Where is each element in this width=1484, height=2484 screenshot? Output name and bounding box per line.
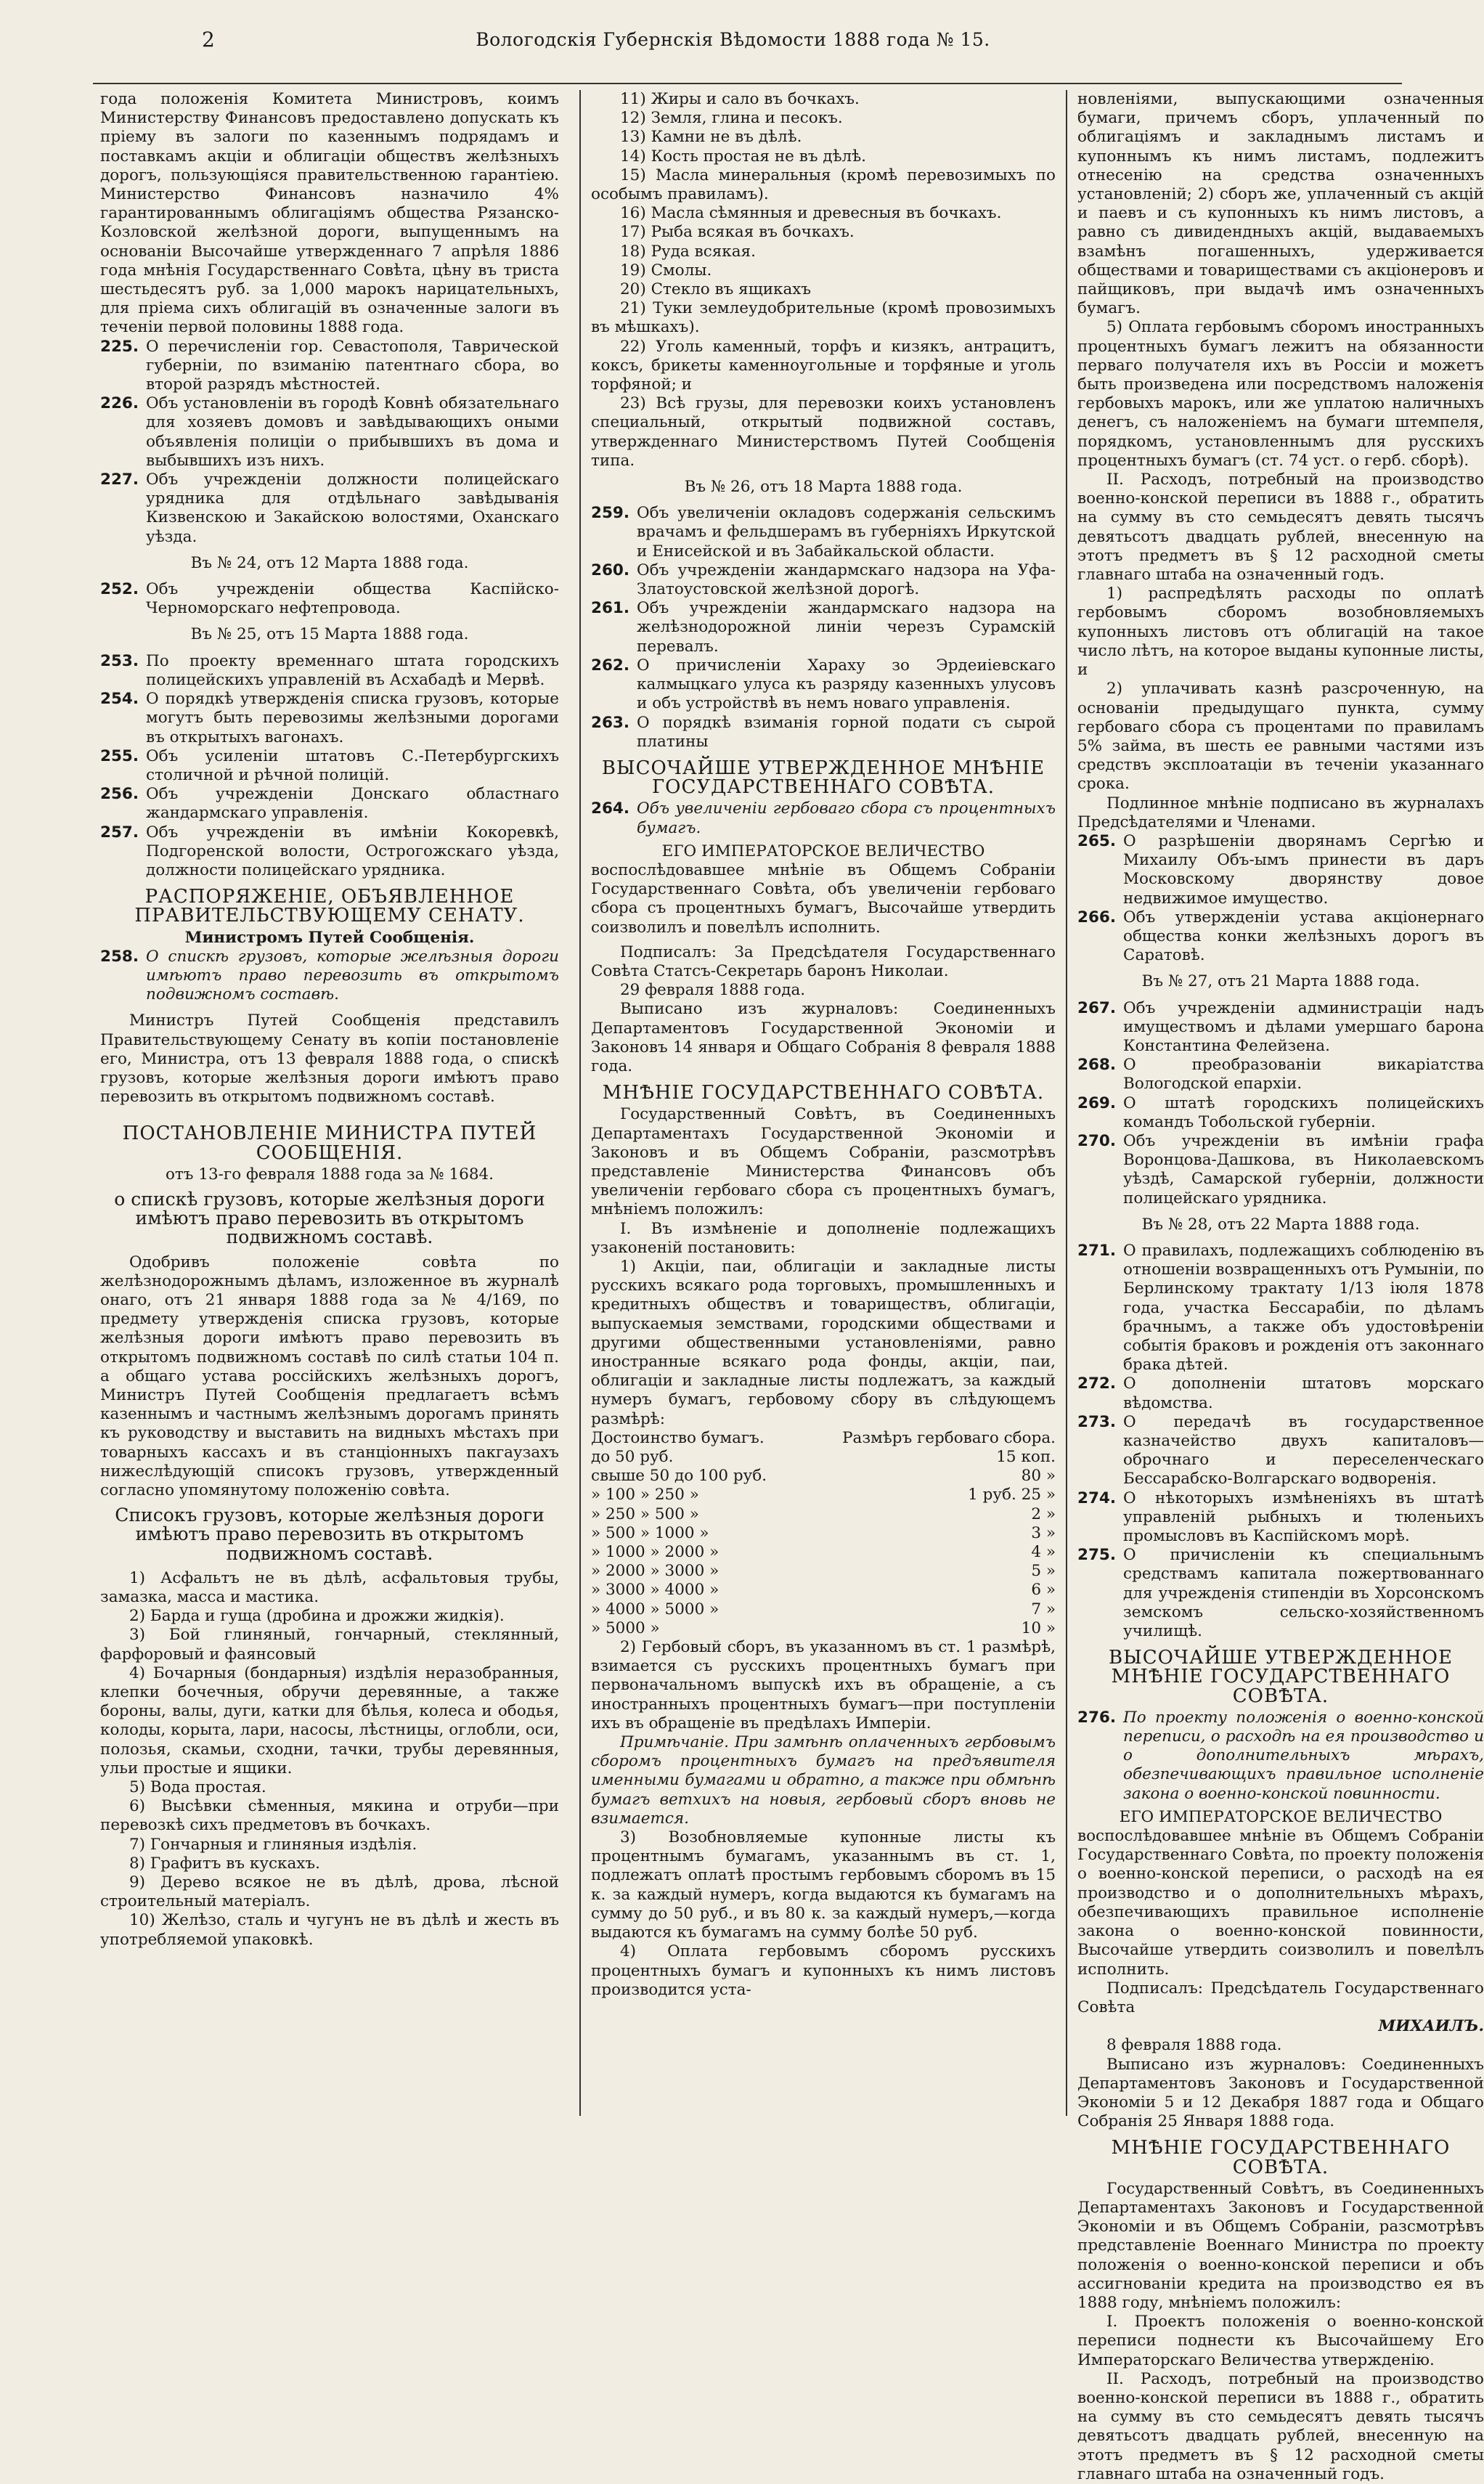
list-entry: 20) Стекло въ ящикахъ <box>620 280 812 299</box>
numbered-item <box>1077 1094 1484 1132</box>
item-text: О дополненіи штатовъ морскаго вѣдомства. <box>1123 1375 1484 1412</box>
extract: Выписано изъ журналовъ: Соединенныхъ Департаментовъ Государственной Экономіи и Законовъ 14 января и Общаго Собранія 8 февраля 1888 года. <box>591 1000 1056 1075</box>
paragraph: II. Расходъ, потребный на производство военно-конской переписи въ 1888 г., обратить на сумму въ сто семьдесятъ девять тысячъ девятьсотъ двадцать рублей, внесенную на этотъ предметъ въ § 12 расходной сметы главнаго штаба на означенный годъ. <box>1077 2369 1484 2483</box>
item-text: Объ учрежденіи жандармскаго надзора на Уфа-Златоустовской желѣзной дорогѣ. <box>637 561 1056 599</box>
tariff-value: » 3000 » 4000 » <box>591 1581 719 1600</box>
item-276 <box>1077 1709 1484 1804</box>
date: 29 февраля 1888 года. <box>620 981 806 1000</box>
item-number: 269. <box>1077 1094 1117 1112</box>
paragraph: Министръ Путей Сообщенія представилъ Правительствующему Сенату въ копіи постановленіе его, Министра, отъ 13 февраля 1888 года, о спискѣ грузовъ, которые желѣзныя дороги имѣютъ право перевозить въ открытомъ подвижномъ составѣ. <box>100 1011 559 1107</box>
item-258 <box>100 948 559 1005</box>
list-entry: 14) Кость простая не въ дѣлѣ. <box>620 147 866 166</box>
list-entry: 1) Асфальтъ не въ дѣлѣ, асфальтовыя трубы, замазка, масса и мастика. <box>100 1568 559 1607</box>
numbered-item <box>1077 1056 1484 1094</box>
tariff-value: » 5000 » <box>591 1618 660 1637</box>
list-entry: 16) Масла сѣмянныя и древесныя въ бочкахъ. <box>620 204 1002 223</box>
item-number: 254. <box>100 690 139 709</box>
signer: МИХАИЛЪ. <box>1378 2017 1484 2036</box>
item-text: О нѣкоторыхъ измѣненіяхъ въ штатѣ управленій рыбныхъ и тюленьихъ промысловъ въ Каспійскомъ морѣ. <box>1123 1489 1484 1546</box>
signed: Подлинное мнѣніе подписано въ журналахъ Предсѣдателями и Членами. <box>1077 794 1484 831</box>
list-entry: 6) Высѣвки сѣменныя, мякина и отруби—при перевозкѣ сихъ предметовъ въ бочкахъ. <box>100 1797 559 1835</box>
paragraph: 5) Оплата гербовымъ сборомъ иностранныхъ процентныхъ бумагъ лежитъ на обязанности перваго получателя ихъ въ Россіи и можетъ быть произведена или посредствомъ наложенія гербовыхъ марокъ, или же уплатою наличныхъ денегъ, съ наложеніемъ на бумаги штемпеля, порядкомъ, установленнымъ для русскихъ процентныхъ бумагъ (ст. 74 уст. о герб. сборѣ). <box>1077 318 1484 470</box>
item-number: 272. <box>1077 1375 1117 1393</box>
numbered-item <box>100 580 559 618</box>
paragraph: воспослѣдовавшее мнѣніе въ Общемъ Собраніи Государственнаго Совѣта, по проекту положенія о военно-конской переписи, о расходѣ на ея производство и о дополнительныхъ мѣрахъ, обезпечивающихъ правильное исполненіе закона о военно-конской повинности, Высочайше утвердить соизволилъ и повелѣлъ исполнить. <box>1077 1827 1484 1979</box>
list-entry: 9) Дерево всякое не въ дѣлѣ, дрова, лѣсной строительный матеріалъ. <box>100 1873 559 1911</box>
list-entry: 8) Графитъ въ кускахъ. <box>129 1854 320 1873</box>
tariff-row <box>591 1543 1056 1562</box>
tariff-value: » 4000 » 5000 » <box>591 1600 719 1618</box>
tariff-row <box>591 1505 1056 1524</box>
cargo-list-continued <box>591 90 1056 471</box>
numbered-item <box>591 561 1056 599</box>
item-text: Объ установленіи въ городѣ Ковнѣ обязательнаго для хозяевъ домовъ и завѣдывающихъ оными объявленія полиціи о прибывшихъ въ дома и выбывшихъ изъ нихъ. <box>146 394 559 470</box>
numbered-item <box>1077 832 1484 908</box>
item-number: 226. <box>100 394 139 413</box>
item-number: 261. <box>591 599 630 618</box>
tariff-value: » 500 » 1000 » <box>591 1523 709 1542</box>
tariff-value: свыше 50 до 100 руб. <box>591 1467 767 1486</box>
list-entry: 10) Желѣзо, сталь и чугунъ не въ дѣлѣ и жесть въ употребляемой упаковкѣ. <box>100 1911 559 1949</box>
tariff-fee: 10 » <box>1021 1618 1056 1637</box>
item-text: Объ увеличеніи гербоваго сбора съ процентныхъ бумагъ. <box>637 799 1056 837</box>
item-number: 274. <box>1077 1489 1117 1507</box>
list-entry: 4) Бочарныя (бондарныя) издѣлія неразобранныя, клепки бочечныя, обручи деревянные, а также бороны, валы, дуги, катки для бѣлья, колеса и ободья, колоды, корыта, лари, насосы, лѣстницы, оглобли, оси, полозья, скамьи, сходни, тачки, трубы деревянныя, ульи простые и ящики. <box>100 1664 559 1778</box>
numbered-item <box>100 690 559 747</box>
list-entry: 2) Барда и гуща (дробина и дрожжи жидкія). <box>129 1607 505 1626</box>
numbered-item <box>100 471 559 547</box>
item-number: 266. <box>1077 908 1117 927</box>
tariff-fee: 7 » <box>1031 1600 1056 1618</box>
item-text: Объ утвержденіи устава акціонернаго общества конки желѣзныхъ дорогъ въ Саратовѣ. <box>1123 908 1484 965</box>
tariff-fee: 6 » <box>1031 1581 1056 1600</box>
list-entry: 7) Гончарныя и глиняныя издѣлія. <box>129 1835 417 1854</box>
tariff-row <box>591 1524 1056 1543</box>
item-text: О передачѣ въ государственное казначейство двухъ капиталовъ—оброчнаго и переселенческаго Бессарабско-Волгарскаго водворенія. <box>1123 1412 1484 1489</box>
columns <box>100 90 1484 2483</box>
item-number: 255. <box>100 746 139 765</box>
items-group <box>100 652 559 880</box>
emperor-line: ЕГО ИМПЕРАТОРСКОЕ ВЕЛИЧЕСТВО <box>1119 1807 1443 1826</box>
paragraph: Государственный Совѣтъ, въ Соединенныхъ Департаментахъ Законовъ и Государственной Экономіи и въ Общемъ Собраніи, разсмотрѣвъ представленіе Военнаго Министра по проекту положенія о военно-конской переписи и объ ассигнованіи кредита на производство ея въ 1888 году, мнѣніемъ положилъ: <box>1077 2179 1484 2312</box>
tariff-row <box>591 1619 1056 1638</box>
numbered-item <box>591 599 1056 656</box>
column-2 <box>579 90 1056 2116</box>
intro-paragraph: года положенія Комитета Министровъ, коимъ Министерству Финансовъ предоставлено допускать къ пріему въ залоги по казеннымъ подрядамъ и поставкамъ акціи и облигаціи обществъ желѣзныхъ дорогъ, пользующіяся правительственною гарантіею. Министерство Финансовъ назначило 4% гарантированнымъ облигаціямъ общества Рязанско-Козловской желѣзной дороги, выпущеннымъ на основаніи Высочайше утвержденнаго 7 апрѣля 1886 года мнѣнія Государственнаго Совѣта, цѣну въ триста шестьдесятъ руб. за 1,000 марокъ нарицательныхъ, для пріема сихъ облигацій въ означенные залоги въ теченіи первой половины 1888 года. <box>100 90 559 337</box>
item-text: О перечисленіи гор. Севастополя, Таврической губерніи, по взиманію патентнаго сбора, во второй разрядъ мѣстностей. <box>146 337 559 394</box>
signed: Подписалъ: Предсѣдатель Государственнаго Совѣта <box>1077 1979 1484 2016</box>
tariff-header-left: Достоинство бумагъ. <box>591 1428 765 1447</box>
tariff-row <box>591 1581 1056 1600</box>
item-text: Объ учрежденіи администраціи надъ имуществомъ и дѣлами умершаго барона Константина Фелейзена. <box>1123 998 1484 1055</box>
items-group <box>100 580 559 618</box>
issue-separator: Въ № 28, отъ 22 Марта 1888 года. <box>1141 1215 1420 1234</box>
tariff-fee: 1 руб. 25 » <box>968 1486 1056 1504</box>
item-text: По проекту положенія о военно-конской переписи, о расходѣ на ея производство и о дополнительныхъ мѣрахъ, обезпечивающихъ правильное исполненіе закона о военно-конской повинности. <box>1123 1708 1484 1803</box>
item-text: Объ учрежденіи жандармскаго надзора на желѣзнодорожной линіи черезъ Сурамскій перевалъ. <box>637 599 1056 656</box>
item-text: О порядкѣ утвержденія списка грузовъ, которые могутъ быть перевозимы желѣзными дорогами въ открытыхъ вагонахъ. <box>146 690 559 746</box>
numbered-item <box>1077 1489 1484 1547</box>
list-entry: 17) Рыба всякая въ бочкахъ. <box>620 223 855 242</box>
item-number: 227. <box>100 471 139 489</box>
tariff-fee: 4 » <box>1031 1543 1056 1562</box>
item-number: 276. <box>1077 1708 1117 1727</box>
item-text: О спискѣ грузовъ, которые желѣзныя дороги имѣютъ право перевозить въ открытомъ подвижномъ составѣ. <box>146 947 559 1004</box>
note: Примѣчаніе. При замѣнѣ оплаченныхъ гербовымъ сборомъ процентныхъ бумагъ на предъявителя именными бумагами и обратно, а также при обмѣнѣ бумагъ ветхихъ на новыя, гербовый сборъ вновь не взимается. <box>591 1733 1056 1828</box>
item-text: О порядкѣ взиманія горной подати съ сырой платины <box>637 713 1056 751</box>
items-group <box>1077 999 1484 1208</box>
page-header <box>80 28 1386 57</box>
signed: Подписалъ: За Предсѣдателя Государственнаго Совѣта Статсъ-Секретарь баронъ Николаи. <box>591 942 1056 980</box>
item-text: О причисленіи къ специальнымъ средствамъ капитала пожертвованнаго для учрежденія стипендіи въ Хорсонскомъ земскомъ сельско-хозяйственномъ училищѣ. <box>1123 1546 1484 1641</box>
page-number: 2 <box>202 28 215 52</box>
paragraph: 3) Возобновляемые купонные листы къ процентнымъ бумагамъ, указаннымъ въ ст. 1, подлежатъ оплатѣ простымъ гербовымъ сборомъ въ 15 к. за каждый нумеръ, когда выдаются къ бумагамъ на сумму до 50 руб., и въ 80 к. за каждый нумеръ,—когда выдаются къ бумагамъ на сумму болѣе 50 руб. <box>591 1828 1056 1942</box>
numbered-item <box>1077 908 1484 966</box>
opinion-title: ВЫСОЧАЙШЕ УТВЕРЖДЕННОЕ МНѢНІЕ ГОСУДАРСТВЕННАГО СОВѢТА. <box>1109 1647 1453 1707</box>
paragraph: II. Расходъ, потребный на производство военно-конской переписи въ 1888 г., обратить на сумму въ сто семьдесятъ девять тысячъ девятьсотъ двадцать рублей, внесенную на этотъ предметъ въ § 12 расходной сметы главнаго штаба на означенный годъ. <box>1077 471 1484 585</box>
paragraph: 1) распредѣлять расходы по оплатѣ гербовымъ сборомъ возобновляемыхъ купонныхъ листовъ отъ облигацій на такое число лѣтъ, на которое выданы купонные листы, и <box>1077 585 1484 680</box>
list-entry: 15) Масла минеральныя (кромѣ перевозимыхъ по особымъ правиламъ). <box>591 166 1056 204</box>
item-number: 253. <box>100 651 139 670</box>
issue-separator: Въ № 25, отъ 15 Марта 1888 года. <box>190 625 469 644</box>
numbered-item <box>100 338 559 395</box>
order-subtitle: Министромъ Путей Сообщенія. <box>184 928 475 947</box>
tariff-header-right: Размѣръ гербоваго сбора. <box>842 1428 1056 1447</box>
items-group <box>100 338 559 547</box>
item-text: О штатѣ городскихъ полицейскихъ командъ Тобольской губерніи. <box>1123 1094 1484 1131</box>
tariff-value: » 1000 » 2000 » <box>591 1543 719 1562</box>
tariff-table <box>591 1448 1056 1638</box>
item-text: Объ учрежденіи Донскаго областнаго жандармскаго управленія. <box>146 785 559 823</box>
paragraph: 2) Гербовый сборъ, въ указанномъ въ ст. 1 размѣрѣ, взимается съ русскихъ процентныхъ бумагъ при первоначальномъ выпускѣ ихъ въ обращеніе, а съ иностранныхъ процентныхъ бумагъ—при поступленіи ихъ въ обращеніе въ предѣлахъ Имперіи. <box>591 1638 1056 1732</box>
tariff-fee: 15 коп. <box>996 1448 1056 1467</box>
list-entry: 19) Смолы. <box>620 261 712 280</box>
paragraph: 1) Акціи, паи, облигаціи и закладные листы русскихъ всякаго рода торговыхъ, промышленныхъ и кредитныхъ обществъ и товариществъ, облигаціи, выпускаемыя земствами, городскими обществами и другими общественными установленіями, равно иностранные всякаго рода фонды, акціи, паи, облигаціи и закладные листы подлежатъ, за каждый нумеръ бумагъ, гербовому сбору въ слѣдующемъ размѣрѣ: <box>591 1257 1056 1428</box>
item-text: По проекту временнаго штата городскихъ полицейскихъ управленій въ Асхабадѣ и Мервѣ. <box>146 651 559 689</box>
item-text: Объ учрежденіи должности полицейскаго урядника для отдѣльнаго завѣдыванія Кизвенскою и Закайскою волостями, Оханскаго уѣзда. <box>146 471 559 546</box>
items-group <box>1077 832 1484 965</box>
item-number: 252. <box>100 580 139 599</box>
item-text: Объ учрежденіи общества Каспійско-Черноморскаго нефтепровода. <box>146 580 559 618</box>
numbered-item <box>591 714 1056 752</box>
item-number: 264. <box>591 799 630 818</box>
item-number: 256. <box>100 785 139 804</box>
numbered-item <box>1077 1413 1484 1489</box>
tariff-row <box>591 1486 1056 1504</box>
paragraph: 2) уплачивать казнѣ разсроченную, на основаніи предыдущаго пункта, сумму гербоваго сбора съ процентами по правиламъ 5% займа, въ шесть ее равными частями изъ средствъ эксплоатаціи въ теченіи указаннаго срока. <box>1077 680 1484 794</box>
item-number: 275. <box>1077 1546 1117 1565</box>
item-number: 270. <box>1077 1131 1117 1150</box>
numbered-item <box>100 823 559 881</box>
tariff-fee: 80 » <box>1021 1467 1056 1486</box>
tariff-row <box>591 1600 1056 1619</box>
numbered-item <box>100 747 559 785</box>
tariff-row <box>591 1562 1056 1581</box>
paragraph: новленіями, выпускающими означенныя бумаги, причемъ сборъ, уплаченный по облигаціямъ и закладнымъ листамъ и купоннымъ къ нимъ листамъ, подлежитъ отнесенію на средства означенныхъ установленій; 2) сборъ же, уплаченный съ акцій и паевъ и съ купонныхъ къ нимъ листовъ, а равно съ дивидендныхъ акцій, выдаваемыхъ взамѣнъ погашенныхъ, удерживается обществами и товариществами съ акціонеровъ и пайщиковъ, при выдачѣ имъ означенныхъ бумагъ. <box>1077 90 1484 318</box>
list-entry: 23) Всѣ грузы, для перевозки коихъ установленъ специальный, открытый подвижной составъ, утвержденнаго Министерствомъ Путей Сообщенія типа. <box>591 394 1056 470</box>
item-number: 262. <box>591 656 630 675</box>
opinion2-title: МНѢНІЕ ГОСУДАРСТВЕННАГО СОВѢТА. <box>602 1082 1045 1104</box>
paragraph: I. Проектъ положенія о военно-конской переписи поднести къ Высочайшему Его Императорскаго Величества утвержденію. <box>1077 2313 1484 2369</box>
item-text: О преобразованіи викаріатства Вологодской епархіи. <box>1123 1056 1484 1094</box>
item-number: 225. <box>100 337 139 356</box>
emperor-line: ЕГО ИМПЕРАТОРСКОЕ ВЕЛИЧЕСТВО <box>661 842 985 860</box>
item-text: О разрѣшеніи дворянамъ Сергѣю и Михаилу Объ-ымъ принести въ даръ Московскому дворянству довое недвижимое имущество. <box>1123 831 1484 908</box>
issue-separator: Въ № 27, отъ 21 Марта 1888 года. <box>1141 972 1420 991</box>
numbered-item <box>1077 1375 1484 1412</box>
item-264 <box>591 799 1056 837</box>
item-text: Объ учрежденіи въ имѣніи графа Воронцова-Дашкова, въ Николаевскомъ уѣздѣ, Самарской губерніи, должности полицейскаго урядника. <box>1123 1131 1484 1208</box>
tariff-value: до 50 руб. <box>591 1448 674 1467</box>
item-number: 263. <box>591 713 630 732</box>
numbered-item <box>1077 1132 1484 1208</box>
tariff-value: » 250 » 500 » <box>591 1504 699 1523</box>
tariff-row <box>591 1467 1056 1486</box>
item-number: 271. <box>1077 1241 1117 1260</box>
numbered-item <box>100 785 559 823</box>
list-title: Списокъ грузовъ, которые желѣзныя дороги имѣютъ право перевозить въ открытомъ подвижномъ составѣ. <box>115 1504 545 1564</box>
tariff-value: » 2000 » 3000 » <box>591 1562 719 1581</box>
paragraph: Одобривъ положеніе совѣта по желѣзнодорожнымъ дѣламъ, изложенное въ журналѣ онаго, отъ 21 января 1888 года за № 4/169, по предмету утвержденія списка грузовъ, которые желѣзныя дороги имѣютъ право перевозить въ открытомъ подвижномъ составѣ по силѣ статьи 104 п. а общаго устава россійскихъ желѣзныхъ дорогъ, Министръ Путей Сообщенія предлагаетъ всѣмъ казеннымъ и частнымъ желѣзнымъ дорогамъ принять къ руководству и выставить на видныхъ мѣстахъ при товарныхъ кассахъ и въ станціонныхъ пакгаузахъ нижеслѣдующій списокъ грузовъ, утвержденный согласно упомянутому положенію совѣта. <box>100 1253 559 1500</box>
item-number: 265. <box>1077 831 1117 850</box>
list-entry: 11) Жиры и сало въ бочкахъ. <box>620 90 860 108</box>
items-group <box>1077 1242 1484 1641</box>
item-number: 258. <box>100 947 139 966</box>
items-group <box>591 504 1056 752</box>
list-entry: 21) Туки землеудобрительные (кромѣ провозимыхъ въ мѣшкахъ). <box>591 299 1056 337</box>
header-rule <box>93 83 1402 84</box>
paragraph: воспослѣдовавшее мнѣніе въ Общемъ Собраніи Государственнаго Совѣта, объ увеличеніи гербоваго сбора съ процентныхъ бумагъ, Высочайше утвердить соизволилъ и повелѣлъ исполнить. <box>591 860 1056 937</box>
tariff-fee: 5 » <box>1031 1562 1056 1581</box>
item-number: 260. <box>591 561 630 579</box>
item-text: О причисленіи Хараху зо Эрдеиіевскаго калмыцкаго улуса къ разряду казенныхъ улусовъ и объ устройствѣ въ немъ новаго управленія. <box>637 656 1056 713</box>
numbered-item <box>1077 1546 1484 1641</box>
cargo-list <box>100 1569 559 1950</box>
numbered-item <box>1077 999 1484 1056</box>
tariff-value: » 100 » 250 » <box>591 1486 699 1504</box>
item-text: Объ увеличеніи окладовъ содержанія сельскимъ врачамъ и фельдшерамъ въ губерніяхъ Иркутской и Енисейской и въ Забайкальской области. <box>637 504 1056 561</box>
date: 8 февраля 1888 года. <box>1106 2036 1282 2055</box>
tariff-fee: 3 » <box>1031 1523 1056 1542</box>
resolution-date: отъ 13-го февраля 1888 года за № 1684. <box>165 1165 494 1184</box>
numbered-item <box>100 652 559 690</box>
list-entry: 22) Уголь каменный, торфъ и кизякъ, антрацитъ, коксъ, брикеты каменноугольные и торфяные и уголь торфяной; и <box>591 337 1056 394</box>
tariff-row <box>591 1448 1056 1467</box>
paragraph: Государственный Совѣтъ, въ Соединенныхъ Департаментахъ Государственной Экономіи и Законовъ и въ Общемъ Собраніи, разсмотрѣвъ представленіе Министерства Финансовъ объ увеличеніи гербоваго сбора съ процентныхъ бумагъ, мнѣніемъ положилъ: <box>591 1105 1056 1219</box>
list-entry: 13) Камни не въ дѣлѣ. <box>620 128 802 147</box>
item-text: О правилахъ, подлежащихъ соблюденію въ отношеніи возвращенныхъ отъ Румыніи, по Берлинскому трактату 1/13 іюля 1878 года, участка Бессарабіи, по дѣламъ брачнымъ, а также объ удостовѣреніи событія браковъ и рожденія отъ законнаго брака дѣтей. <box>1123 1241 1484 1375</box>
tariff-header <box>591 1429 1056 1448</box>
list-entry: 5) Вода простая. <box>129 1778 266 1797</box>
issue-separator: Въ № 26, отъ 18 Марта 1888 года. <box>684 478 963 497</box>
issue-separator: Въ № 24, отъ 12 Марта 1888 года. <box>190 553 469 572</box>
numbered-item <box>1077 1242 1484 1375</box>
paragraph: 4) Оплата гербовымъ сборомъ русскихъ процентныхъ бумагъ и купонныхъ къ нимъ листовъ производится уста- <box>591 1942 1056 1999</box>
numbered-item <box>591 656 1056 714</box>
opinion-title: ВЫСОЧАЙШЕ УТВЕРЖДЕННОЕ МНѢНІЕ ГОСУДАРСТВЕННАГО СОВѢТА. <box>601 757 1045 799</box>
resolution-title: ПОСТАНОВЛЕНІЕ МИНИСТРА ПУТЕЙ СООБЩЕНІЯ. <box>122 1123 537 1164</box>
item-number: 257. <box>100 823 139 842</box>
numbered-item <box>100 394 559 471</box>
resolution-subject: о спискѣ грузовъ, которые желѣзныя дороги имѣютъ право перевозить въ открытомъ подвижномъ составѣ. <box>114 1188 545 1248</box>
item-number: 267. <box>1077 998 1117 1017</box>
list-entry: 3) Бой глиняный, гончарный, стеклянный, фарфоровый и фаянсовый <box>100 1626 559 1664</box>
column-1 <box>100 90 559 2116</box>
tariff-fee: 2 » <box>1031 1504 1056 1523</box>
paragraph: I. Въ измѣненіе и дополненіе подлежащихъ узаконеній постановить: <box>591 1219 1056 1257</box>
opinion2-title: МНѢНІЕ ГОСУДАРСТВЕННАГО СОВѢТА. <box>1111 2137 1451 2178</box>
order-title: РАСПОРЯЖЕНІЕ, ОБЪЯВЛЕННОЕ ПРАВИТЕЛЬСТВУЮЩЕМУ СЕНАТУ. <box>134 886 525 927</box>
list-entry: 12) Земля, глина и песокъ. <box>620 109 843 128</box>
column-3 <box>1066 90 1484 2483</box>
numbered-item <box>591 504 1056 561</box>
item-number: 268. <box>1077 1056 1117 1075</box>
extract: Выписано изъ журналовъ: Соединенныхъ Департаментовъ Законовъ и Государственной Экономіи 5 и 12 Декабря 1887 года и Общаго Собранія 25 Января 1888 года. <box>1077 2055 1484 2131</box>
item-number: 273. <box>1077 1412 1117 1431</box>
item-number: 259. <box>591 504 630 523</box>
item-text: Объ учрежденіи въ имѣніи Кокоревкѣ, Подгоренской волости, Острогожскаго уѣзда, должности полицейскаго урядника. <box>146 823 559 879</box>
newspaper-title: Вологодскія Губернскія Вѣдомости 1888 года № 15. <box>476 29 990 50</box>
item-text: Объ усиленіи штатовъ С.-Петербургскихъ столичной и рѣчной полицій. <box>146 746 559 784</box>
list-entry: 18) Руда всякая. <box>620 242 756 261</box>
